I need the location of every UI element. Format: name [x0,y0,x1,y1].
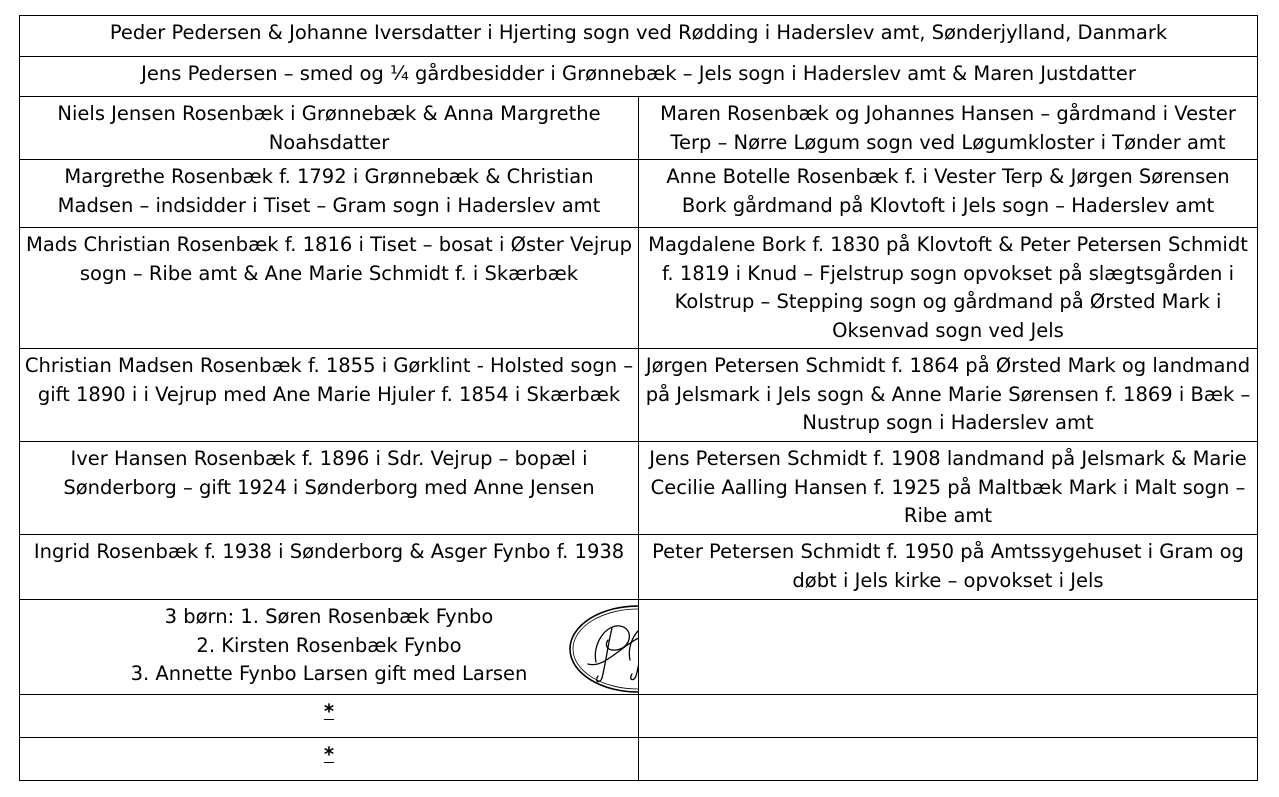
right-lineage-cell [639,535,1258,600]
table-row [20,442,1258,535]
cell-line: Kolstrup – Stepping sogn og gårdmand på Ørsted Mark i [674,290,1222,314]
asterisk-marker: * [323,743,335,766]
table-row [20,97,1258,160]
table-row [20,57,1258,97]
cell-line: Anne Botelle Rosenbæk f. i Vester Terp & Jørgen Sørensen [666,165,1230,188]
cell-line: Jørgen Petersen Schmidt f. 1864 på Ørsted Mark og landmand [645,354,1251,377]
cell-line: Christian Madsen Rosenbæk f. 1855 i Gørklint - Holsted sogn – [24,354,634,377]
table-row [20,16,1258,57]
asterisk-marker: * [323,700,335,723]
cell-line: Bork gårdmand på Klovtoft i Jels sogn – Haderslev amt [681,193,1215,217]
ancestor-couple-cell [20,57,1258,97]
cell-line: Ribe amt [903,504,993,528]
left-lineage-cell [20,442,639,535]
cell-line: Jens Pedersen – smed og ¼ gårdbesidder i Grønnebæk – Jels sogn i Haderslev amt & Maren Justdatter [141,62,1136,85]
cell-line: Margrethe Rosenbæk f. 1792 i Grønnebæk & Christian [64,165,594,188]
empty-cell [639,738,1258,781]
table-row [20,695,1258,738]
empty-cell [639,600,1258,695]
cell-line: Cecilie Aalling Hansen f. 1925 på Maltbæk Mark i Malt sogn – [650,475,1246,499]
cell-line: gift 1890 i i Vejrup med Ane Marie Hjuler f. 1854 i Skærbæk [37,382,621,406]
cell-line: sogn – Ribe amt & Ane Marie Schmidt f. i Skærbæk [79,261,579,285]
right-lineage-cell [639,228,1258,349]
child-entry: 3. Annette Fynbo Larsen gift med Larsen [130,662,528,686]
right-lineage-cell [639,160,1258,228]
table-row [20,738,1258,781]
cell-line: Iver Hansen Rosenbæk f. 1896 i Sdr. Vejrup – bopæl i [70,447,588,470]
table-row [20,160,1258,228]
cell-line: på Jelsmark i Jels sogn & Anne Marie Sørensen f. 1869 i Bæk – [645,382,1251,406]
table-row [20,349,1258,442]
left-lineage-cell [20,349,639,442]
left-lineage-cell [20,228,639,349]
placeholder-cell [20,695,639,738]
cell-line: Peter Petersen Schmidt f. 1950 på Amtssygehuset i Gram og [652,540,1244,563]
cell-line: Niels Jensen Rosenbæk i Grønnebæk & Anna Margrethe [57,102,601,125]
cell-line: Ingrid Rosenbæk f. 1938 i Sønderborg & Asger Fynbo f. 1938 [33,540,625,563]
children-cell [20,600,639,695]
table-row [20,228,1258,349]
cell-line: Sønderborg – gift 1924 i Sønderborg med Anne Jensen [63,475,595,499]
cell-line: døbt i Jels kirke – opvokset i Jels [792,568,1104,592]
placeholder-cell [20,738,639,781]
right-lineage-cell [639,97,1258,160]
cell-line: Mads Christian Rosenbæk f. 1816 i Tiset – bosat i Øster Vejrup [26,233,632,256]
child-entry: 2. Kirsten Rosenbæk Fynbo [196,633,462,657]
cell-line: Peder Pedersen & Johanne Iversdatter i Hjerting sogn ved Rødding i Haderslev amt, Sønderjylland, Danmark [109,21,1168,44]
cell-line: Terp – Nørre Løgum sogn ved Løgumkloster i Tønder amt [670,130,1226,154]
table-row [20,600,1258,695]
cell-line: Magdalene Bork f. 1830 på Klovtoft & Peter Petersen Schmidt [648,233,1248,256]
cell-line: Jens Petersen Schmidt f. 1908 landmand på Jelsmark & Marie [649,447,1247,470]
cell-line: Oksenvad sogn ved Jels [832,318,1064,342]
right-lineage-cell [639,349,1258,442]
empty-cell [639,695,1258,738]
table-row [20,535,1258,600]
genealogy-table [19,15,1258,781]
cell-line: Noahsdatter [268,130,390,154]
right-lineage-cell [639,442,1258,535]
child-entry: 3 børn: 1. Søren Rosenbæk Fynbo [164,605,494,628]
cell-line: Maren Rosenbæk og Johannes Hansen – gårdmand i Vester [660,102,1236,125]
left-lineage-cell [20,97,639,160]
cell-line: Nustrup sogn i Haderslev amt [802,411,1094,435]
ancestor-couple-cell [20,16,1258,57]
left-lineage-cell [20,535,639,600]
monogram-seal-icon [568,604,639,694]
cell-line: f. 1819 i Knud – Fjelstrup sogn opvokset på slægtsgården i [661,261,1234,285]
left-lineage-cell [20,160,639,228]
cell-line: Madsen – indsidder i Tiset – Gram sogn i Haderslev amt [57,193,601,217]
